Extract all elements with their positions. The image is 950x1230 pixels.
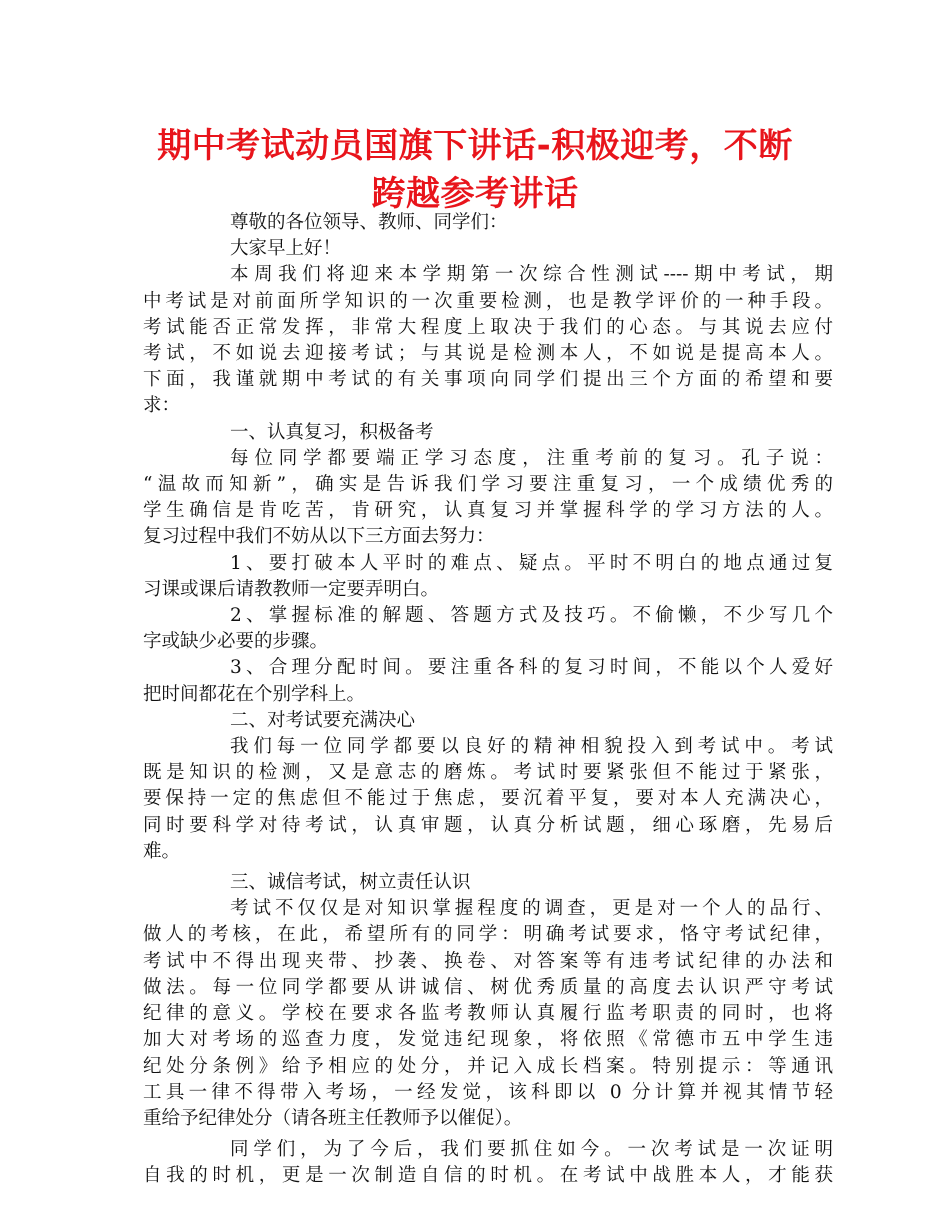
list-item-line: 3、合理分配时间。要注重各科的复习时间，不能以个人爱好 bbox=[230, 657, 833, 679]
document-body bbox=[143, 210, 833, 1190]
paragraph-line: 学生确信是肯吃苦，肯研究，认真复习并掌握科学的学习方法的人。 bbox=[143, 500, 833, 522]
paragraph-line: 纪处分条例》给予相应的处分，并记入成长档案。特别提示：等通讯 bbox=[143, 1055, 833, 1077]
paragraph-line: 难。 bbox=[143, 840, 181, 862]
paragraph-line: 重给予纪律处分（请各班主任教师予以催促）。 bbox=[143, 1107, 523, 1129]
paragraph-line: 考试中不得出现夹带、抄袭、换卷、对答案等有违考试纪律的办法和 bbox=[143, 950, 833, 972]
paragraph-line: 既是知识的检测，又是意志的磨炼。考试时要紧张但不能过于紧张， bbox=[143, 762, 833, 784]
paragraph-line: 复习过程中我们不妨从以下三方面去努力： bbox=[143, 526, 495, 548]
list-item-line: 把时间都花在个别学科上。 bbox=[143, 683, 366, 705]
paragraph-line: 做法。每一位同学都要从讲诚信、树优秀质量的高度去认识严守考试 bbox=[143, 976, 833, 998]
section-heading: 一、认真复习，积极备考 bbox=[230, 421, 434, 443]
list-item-line: 字或缺少必要的步骤。 bbox=[143, 631, 329, 653]
paragraph-line: 中考试是对前面所学知识的一次重要检测，也是教学评价的一种手段。 bbox=[143, 290, 833, 312]
paragraph-line: 下面，我谨就期中考试的有关事项向同学们提出三个方面的希望和要 bbox=[143, 369, 833, 391]
title-line-1: 期中考试动员国旗下讲话-积极迎考，不断 bbox=[157, 126, 793, 166]
paragraph-line: 同学们，为了今后，我们要抓住如今。一次考试是一次证明 bbox=[230, 1139, 833, 1161]
greeting: 大家早上好！ bbox=[230, 238, 342, 260]
paragraph-line: “温故而知新”，确实是告诉我们学习要注重复习，一个成绩优秀的 bbox=[143, 474, 833, 496]
paragraph-line: 求： bbox=[143, 395, 181, 417]
list-item-line: 习课或课后请教教师一定要弄明白。 bbox=[143, 578, 440, 600]
paragraph-line: 我们每一位同学都要以良好的精神相貌投入到考试中。考试 bbox=[230, 736, 833, 758]
paragraph-line: 工具一律不得带入考场，一经发觉，该科即以 0 分计算并视其情节轻 bbox=[143, 1081, 833, 1103]
list-item-line: 2、掌握标准的解题、答题方式及技巧。不偷懒，不少写几个 bbox=[230, 605, 833, 627]
paragraph-line: 做人的考核，在此，希望所有的同学：明确考试要求，恪守考试纪律， bbox=[143, 924, 833, 946]
salutation: 尊敬的各位领导、教师、同学们： bbox=[230, 212, 508, 233]
paragraph-line: 同时要科学对待考试，认真审题，认真分析试题，细心琢磨，先易后 bbox=[143, 814, 833, 836]
paragraph-line: 考试，不如说去迎接考试；与其说是检测本人，不如说是提高本人。 bbox=[143, 343, 833, 365]
section-heading: 三、诚信考试，树立责任认识 bbox=[230, 872, 471, 894]
paragraph-line: 本周我们将迎来本学期第一次综合性测试----期中考试，期 bbox=[230, 264, 833, 286]
paragraph-line: 纪律的意义。学校在要求各监考教师认真履行监考职责的同时，也将 bbox=[143, 1003, 833, 1025]
paragraph-line: 考试不仅仅是对知识掌握程度的调查，更是对一个人的品行、 bbox=[230, 898, 833, 920]
paragraph-line: 自我的时机，更是一次制造自信的时机。在考试中战胜本人，才能获 bbox=[143, 1165, 833, 1187]
paragraph-line: 每位同学都要端正学习态度，注重考前的复习。孔子说： bbox=[230, 447, 833, 469]
title-line-2: 跨越参考讲话 bbox=[371, 174, 579, 214]
list-item-line: 1、要打破本人平时的难点、疑点。平时不明白的地点通过复 bbox=[230, 552, 833, 574]
section-heading: 二、对考试要充满决心 bbox=[230, 709, 416, 731]
paragraph-line: 考试能否正常发挥，非常大程度上取决于我们的心态。与其说去应付 bbox=[143, 316, 833, 338]
document-title bbox=[100, 122, 850, 218]
paragraph-line: 加大对考场的巡查力度，发觉违纪现象，将依照《常德市五中学生违 bbox=[143, 1029, 833, 1051]
paragraph-line: 要保持一定的焦虑但不能过于焦虑，要沉着平复，要对本人充满决心， bbox=[143, 788, 833, 810]
